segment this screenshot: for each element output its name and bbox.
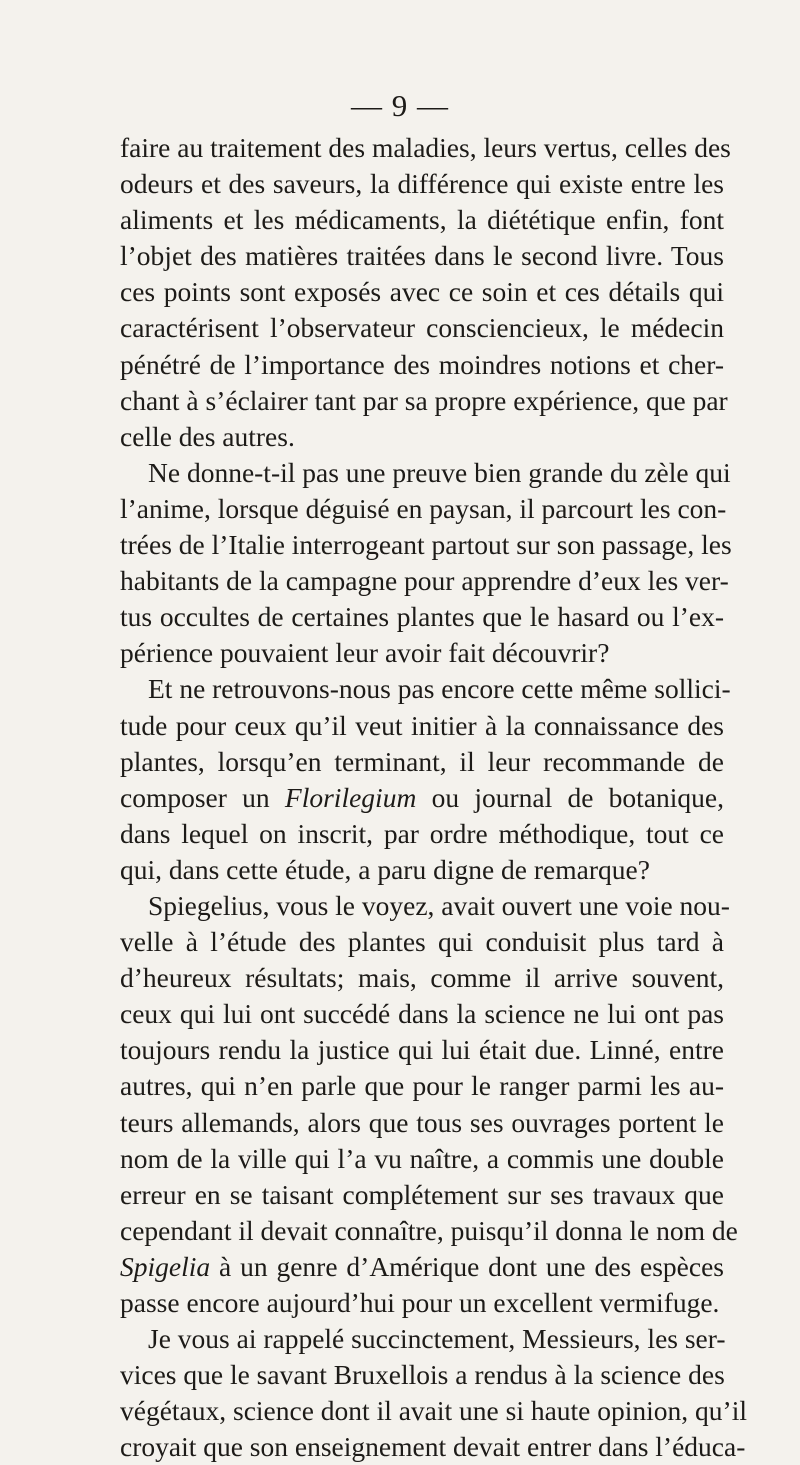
- text-line: d’heureux résultats; mais, comme il arrive souvent,: [120, 962, 724, 994]
- text-line: habitants de la campagne pour apprendre d’eux les ver-: [120, 565, 729, 597]
- text-line: chant à s’éclairer tant par sa propre expérience, que par: [120, 384, 728, 416]
- text-line: croyait que son enseignement devait entrer dans l’éduca-: [120, 1431, 746, 1463]
- text-line: cependant il devait connaître, puisqu’il donna le nom de: [120, 1214, 738, 1246]
- text-line-paragraph-start: Et ne retrouvons-nous pas encore cette même sollici-: [148, 673, 731, 705]
- text-segment: ou journal de botanique,: [416, 781, 724, 813]
- text-line: vices que le savant Bruxellois a rendus à la science des: [120, 1359, 725, 1391]
- text-line: tude pour ceux qu’il veut initier à la connaissance des: [120, 709, 724, 741]
- text-line: pénétré de l’importance des moindres notions et cher-: [120, 348, 724, 380]
- text-segment: à un genre d’Amérique dont une des espèces: [210, 1250, 724, 1282]
- text-line: faire au traitement des maladies, leurs vertus, celles des: [120, 132, 731, 163]
- text-segment: composer un: [120, 781, 285, 813]
- text-line-paragraph-end: celle des autres.: [120, 420, 295, 452]
- text-line: dans lequel on inscrit, par ordre méthodique, tout ce: [120, 817, 724, 849]
- text-line: ces points sont exposés avec ce soin et ces détails qui: [120, 276, 724, 308]
- body-text: [120, 130, 747, 1465]
- text-line: toujours rendu la justice qui lui était due. Linné, entre: [120, 1034, 724, 1066]
- text-line: velle à l’étude des plantes qui conduisit plus tard à: [120, 926, 724, 958]
- text-line-paragraph-end: passe encore aujourd’hui pour un excellent vermifuge.: [120, 1287, 720, 1318]
- text-line: tus occultes de certaines plantes que le hasard ou l’ex-: [120, 601, 724, 633]
- text-line: plantes, lorsqu’en terminant, il leur recommande de: [120, 745, 724, 777]
- italic-title-florilegium: Florilegium: [284, 781, 417, 813]
- text-line: odeurs et des saveurs, la différence qui existe entre les: [120, 168, 724, 200]
- text-line: trées de l’Italie interrogeant partout sur son passage, les: [120, 529, 732, 561]
- text-line-paragraph-end: périence pouvaient leur avoir fait découvrir?: [120, 637, 610, 669]
- text-line: ceux qui lui ont succédé dans la science ne lui ont pas: [120, 998, 724, 1030]
- text-line: [120, 780, 724, 816]
- text-line: [120, 1249, 724, 1285]
- italic-genus-spigelia: Spigelia: [120, 1250, 211, 1282]
- text-line-paragraph-start: Ne donne-t-il pas une preuve bien grande du zèle qui: [148, 456, 731, 488]
- text-line: nom de la ville qui l’a vu naître, a commis une double: [120, 1142, 724, 1174]
- text-line: autres, qui n’en parle que pour le ranger parmi les au-: [120, 1070, 724, 1102]
- text-line: erreur en se taisant complétement sur ses travaux que: [120, 1178, 724, 1210]
- page-number: — 9 —: [351, 88, 449, 123]
- text-line: aliments et les médicaments, la diététique enfin, font: [120, 204, 724, 236]
- text-line-paragraph-end: qui, dans cette étude, a paru digne de remarque?: [120, 853, 650, 885]
- text-line: l’objet des matières traitées dans le second livre. Tous: [120, 240, 724, 272]
- text-line: teurs allemands, alors que tous ses ouvrages portent le: [120, 1106, 724, 1138]
- text-line-paragraph-start: Je vous ai rappelé succinctement, Messieurs, les ser-: [148, 1323, 726, 1355]
- text-line: caractérisent l’observateur consciencieux, le médecin: [120, 312, 724, 344]
- text-line: l’anime, lorsque déguisé en paysan, il parcourt les con-: [120, 492, 727, 524]
- text-line-paragraph-start: Spiegelius, vous le voyez, avait ouvert une voie nou-: [148, 889, 730, 921]
- text-line: végétaux, science dont il avait une si haute opinion, qu’il: [120, 1395, 747, 1427]
